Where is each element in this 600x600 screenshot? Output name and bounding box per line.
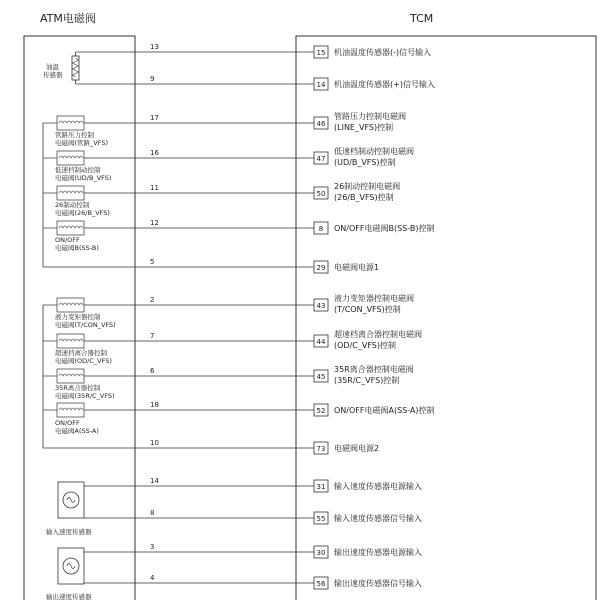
- atm-title: ATM电磁阀: [40, 12, 96, 25]
- wire-number: 13: [150, 43, 159, 51]
- pin-number: 8: [318, 225, 324, 233]
- line-vfs-label-1: 管路压力控制: [55, 131, 94, 139]
- signal-label: 输入速度传感器信号输入: [334, 514, 422, 523]
- wire-number: 5: [150, 258, 155, 266]
- signal-label: 机油温度传感器(-)信号输入: [334, 48, 432, 57]
- signal-row: [135, 401, 435, 416]
- signal-label: 35R离合器控制电磁阀: [334, 365, 414, 374]
- solenoid-group-2: [43, 298, 135, 448]
- oil-temp-sensor: [43, 52, 135, 84]
- wire-number: 9: [150, 75, 155, 83]
- tcm-title: TCM: [410, 12, 434, 25]
- signal-row: [135, 543, 422, 558]
- pin-number: 52: [316, 407, 326, 415]
- signal-row: [135, 219, 434, 234]
- pin-number: 73: [316, 445, 326, 453]
- ss-b-label-2: 电磁阀B(SS-B): [55, 244, 99, 252]
- pin-number: 45: [316, 373, 326, 381]
- pin-number: 30: [316, 549, 326, 557]
- ud-vfs-label-1: 低速档制动控制: [55, 166, 101, 174]
- signal-label: ON/OFF电磁阀A(SS-A)控制: [334, 406, 435, 415]
- signal-label: 超速档离合器控制电磁阀: [334, 330, 422, 339]
- wire-number: 3: [150, 543, 155, 551]
- signal-row: [135, 111, 406, 132]
- pin-number: 44: [316, 338, 326, 346]
- signal-lines: [135, 43, 435, 589]
- pin-number: 15: [316, 49, 326, 57]
- signal-row: [135, 75, 435, 90]
- input-speed-label: 输入速度传感器: [46, 528, 92, 536]
- ss-a-label-1: ON/OFF: [55, 419, 80, 427]
- signal-row: [135, 329, 422, 350]
- signal-label-line2: (OD/C_VFS)控制: [334, 341, 396, 350]
- output-speed-label: 输出速度传感器: [46, 593, 92, 600]
- b26-vfs-label-1: 26制动控制: [55, 201, 90, 209]
- pin-number: 14: [316, 81, 326, 89]
- signal-label: 电磁阀电源1: [334, 263, 380, 272]
- odc-vfs-label-1: 超速档离合器控制: [55, 349, 107, 357]
- tcon-vfs-label-1: 液力变矩器控制: [55, 313, 101, 321]
- ud-vfs-solenoid: [43, 151, 135, 182]
- pin-number: 55: [316, 515, 326, 523]
- signal-label: 机油温度传感器(+)信号输入: [334, 80, 435, 89]
- pin-number: 50: [316, 190, 326, 198]
- wire-number: 12: [150, 219, 159, 227]
- signal-row: [135, 574, 422, 589]
- r35-vfs-solenoid: [43, 369, 135, 400]
- signal-label: 输出速度传感器信号输入: [334, 579, 422, 588]
- output-speed-sensor: [46, 548, 135, 600]
- odc-vfs-solenoid: [43, 334, 135, 365]
- input-speed-sensor: [46, 482, 135, 536]
- wire-number: 7: [150, 332, 155, 340]
- signal-label: 管路压力控制电磁阀: [334, 112, 406, 121]
- pin-number: 31: [316, 483, 326, 491]
- wire-number: 10: [150, 439, 159, 447]
- ss-b-solenoid: [43, 221, 135, 252]
- signal-label: 输出速度传感器电源输入: [334, 548, 422, 557]
- pin-number: 46: [316, 120, 326, 128]
- tcon-vfs-label-2: 电磁阀(T/CON_VFS): [55, 321, 116, 329]
- line-vfs-label-2: 电磁阀(管路_VFS): [55, 139, 109, 147]
- solenoid-group-1: [43, 116, 135, 267]
- signal-label-line2: (UD/B_VFS)控制: [334, 158, 396, 167]
- signal-row: [135, 477, 422, 492]
- tcon-vfs-solenoid: [43, 298, 135, 329]
- signal-label-line2: (35R/C_VFS)控制: [334, 376, 400, 385]
- wire-number: 17: [150, 114, 159, 122]
- pin-number: 47: [316, 155, 326, 163]
- wire-number: 4: [150, 574, 155, 582]
- wire-number: 6: [150, 367, 155, 375]
- signal-label: 低速档制动控制电磁阀: [334, 147, 414, 156]
- line-vfs-solenoid: [43, 116, 135, 147]
- ss-a-label-2: 电磁阀A(SS-A): [55, 427, 99, 435]
- r35-vfs-label-1: 35R离合器控制: [55, 384, 101, 392]
- signal-label: 电磁阀电源2: [334, 444, 380, 453]
- wire-number: 18: [150, 401, 159, 409]
- signal-label: ON/OFF电磁阀B(SS-B)控制: [334, 224, 435, 233]
- b26-vfs-label-2: 电磁阀(26/B_VFS): [55, 209, 110, 217]
- ud-vfs-label-2: 电磁阀(UD/B_VFS): [55, 174, 112, 182]
- signal-label-line2: (T/CON_VFS)控制: [334, 305, 401, 314]
- signal-label-line2: (LINE_VFS)控制: [334, 123, 394, 132]
- oil-temp-label-2: 传感器: [43, 71, 63, 79]
- signal-row: [135, 146, 414, 167]
- signal-row: [135, 181, 400, 202]
- signal-label: 26制动控制电磁阀: [334, 182, 401, 191]
- wire-number: 16: [150, 149, 159, 157]
- r35-vfs-label-2: 电磁阀(35R/C_VFS): [55, 392, 115, 400]
- pin-number: 43: [316, 302, 326, 310]
- wire-number: 8: [150, 509, 155, 517]
- signal-label: 液力变矩器控制电磁阀: [334, 294, 414, 303]
- signal-row: [135, 364, 414, 385]
- signal-label: 输入速度传感器电源输入: [334, 482, 422, 491]
- signal-label-line2: (26/B_VFS)控制: [334, 193, 394, 202]
- signal-row: [135, 43, 431, 58]
- ss-a-solenoid: [43, 403, 135, 435]
- signal-row: [135, 439, 379, 454]
- pin-number: 29: [316, 264, 326, 272]
- signal-row: [135, 509, 422, 524]
- pin-number: 56: [316, 580, 326, 588]
- signal-row: [135, 258, 379, 273]
- wire-number: 11: [150, 184, 159, 192]
- wire-number: 14: [150, 477, 159, 485]
- oil-temp-label-1: 油温: [46, 63, 59, 71]
- ss-b-label-1: ON/OFF: [55, 236, 80, 244]
- odc-vfs-label-2: 电磁阀(OD/C_VFS): [55, 357, 112, 365]
- wire-number: 2: [150, 296, 155, 304]
- b26-vfs-solenoid: [43, 186, 135, 217]
- signal-row: [135, 293, 414, 314]
